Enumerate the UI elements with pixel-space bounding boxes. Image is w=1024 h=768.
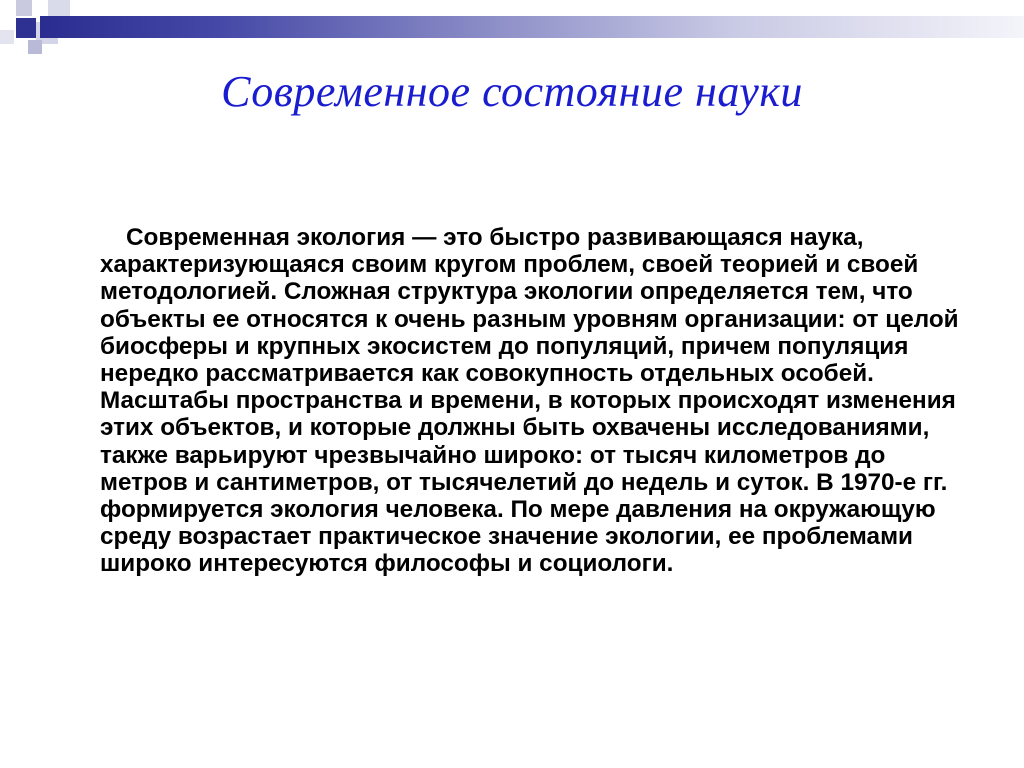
header-gradient-bar xyxy=(40,16,1024,38)
decor-square xyxy=(28,40,42,54)
decor-square xyxy=(0,30,14,44)
decor-square xyxy=(16,18,36,38)
decor-square xyxy=(16,0,32,16)
slide-body-text: Современная экология — это быстро развивающаяся наука, характеризующаяся своим кругом проблем, своей теорией и своей методологией. Сложная структура экологии определяется тем, что объекты ее относятся к очень разным уровням организации: от целой биосферы и крупных экосистем до популяций, причем популяция нередко рассматривается как совокупность отдельных особей. Масштабы пространства и времени, в которых происходят изменения этих объектов, и которые должны быть охвачены исследованиями, также варьируют чрезвычайно широко: от тысяч километров до метров и сантиметров, от тысячелетий до недель и суток. В 1970-е гг. формируется экология человека. По мере давления на окружающую среду возрастает практическое значение экологии, ее проблемами широко интересуются философы и социологи. xyxy=(100,224,959,578)
slide-title: Современное состояние науки xyxy=(221,67,803,116)
